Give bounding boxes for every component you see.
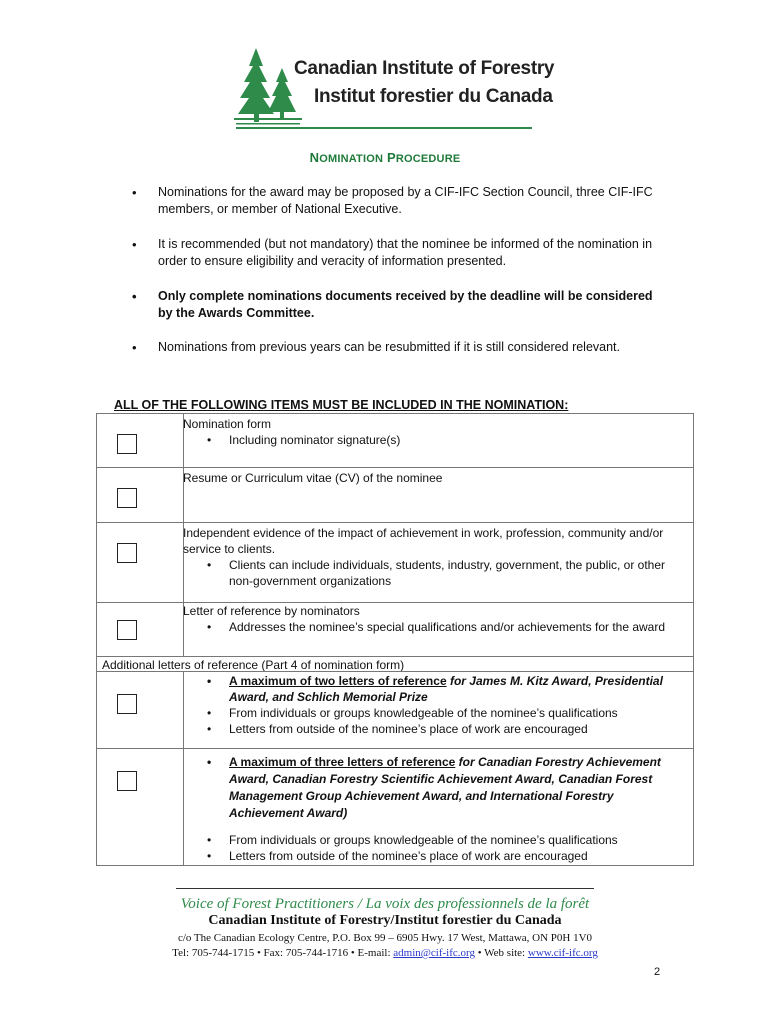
checklist-row <box>96 413 694 468</box>
row-subitem: • From individuals or groups knowledgeable of the nominee’s qualifications <box>183 705 685 721</box>
checklist-table <box>96 413 694 866</box>
row-subitem <box>183 673 685 705</box>
footer-tagline: Voice of Forest Practitioners / La voix des professionnels de la forêt <box>180 896 590 912</box>
row-text: Independent evidence of the impact of achievement in work, profession, community and/or service to clients. <box>183 526 664 556</box>
procedure-item: • Only complete nominations documents received by the deadline will be considered by the Awards Committee. <box>128 288 668 322</box>
checkbox-letter-of-reference[interactable] <box>117 620 137 640</box>
row-underlined: A maximum of two letters of reference <box>229 674 447 688</box>
cif-logo <box>234 46 555 136</box>
checklist-row <box>96 748 694 866</box>
row-subitem <box>183 754 685 822</box>
title-cap-2: P <box>386 150 396 165</box>
row-subitem: • Letters from outside of the nominee’s place of work are encouraged <box>183 721 685 737</box>
org-name-french: Institut forestier du Canada <box>314 86 553 107</box>
row-subitem: • Addresses the nominee’s special qualifications and/or achievements for the award <box>183 619 685 635</box>
title-cap-1: N <box>309 150 320 165</box>
row-content <box>183 525 685 589</box>
footer-divider <box>176 888 594 889</box>
checklist-row <box>96 522 694 603</box>
row-text: Resume or Curriculum vitae (CV) of the nominee <box>183 471 443 485</box>
footer-phone-fax: Tel: 705-744-1715 • Fax: 705-744-1716 • E-mail: <box>172 947 394 959</box>
row-award-list: for James M. Kitz Award, Presidential Award, and Schlich Memorial Prize <box>229 674 663 704</box>
row-content <box>183 673 685 737</box>
procedure-item: • Nominations for the award may be proposed by a CIF-IFC Section Council, three CIF-IFC members, or member of National Executive. <box>128 184 668 218</box>
row-content <box>183 603 685 635</box>
row-subitem: • Clients can include individuals, students, industry, government, the public, or other non-government organizations <box>183 557 685 589</box>
footer-contact <box>0 947 770 959</box>
checklist-row <box>96 602 694 657</box>
page-title <box>0 150 770 165</box>
footer-web-label: • Web site: <box>475 947 528 959</box>
page-number: 2 <box>654 966 661 978</box>
checklist-row <box>96 671 694 749</box>
row-content <box>183 416 685 448</box>
procedure-list <box>128 184 668 374</box>
additional-letters-row <box>96 656 694 672</box>
row-underlined: A maximum of three letters of reference <box>229 755 456 769</box>
items-heading: ALL OF THE FOLLOWING ITEMS MUST BE INCLUDED IN THE NOMINATION: <box>114 398 569 412</box>
footer-org-name: Canadian Institute of Forestry/Institut forestier du Canada <box>208 913 562 928</box>
website-link[interactable]: www.cif-ifc.org <box>527 947 598 959</box>
checkbox-two-letters[interactable] <box>117 694 137 714</box>
row-subitem: • Including nominator signature(s) <box>183 432 685 448</box>
row-content <box>183 470 685 486</box>
email-link[interactable]: admin@cif-ifc.org <box>393 947 475 959</box>
checkbox-resume[interactable] <box>117 488 137 508</box>
checkbox-three-letters[interactable] <box>117 771 137 791</box>
checklist-row <box>96 467 694 523</box>
row-subitem: • Letters from outside of the nominee’s place of work are encouraged <box>183 848 685 864</box>
procedure-item: • Nominations from previous years can be resubmitted if it is still considered relevant. <box>128 339 668 356</box>
row-text: Nomination form <box>183 417 272 431</box>
row-content <box>183 754 685 864</box>
checkbox-nomination-form[interactable] <box>117 434 137 454</box>
checkbox-independent-evidence[interactable] <box>117 543 137 563</box>
title-rest-2: ROCEDURE <box>395 153 461 165</box>
row-award-list: for Canadian Forestry Achievement Award, Canadian Forestry Scientific Achievement Award, Canadian Forest Management Group Achievement Award, and International Forestry Achievement Award) <box>229 755 661 820</box>
header-divider <box>236 127 532 129</box>
row-subitem: • From individuals or groups knowledgeable of the nominee’s qualifications <box>183 832 685 848</box>
procedure-item: • It is recommended (but not mandatory) that the nominee be informed of the nomination in order to ensure eligibility and veracity of information presented. <box>128 236 668 270</box>
row-text: Letter of reference by nominators <box>183 604 360 618</box>
org-name-english: Canadian Institute of Forestry <box>294 58 555 79</box>
additional-letters-label: Additional letters of reference (Part 4 of nomination form) <box>102 658 405 672</box>
title-rest-1: OMINATION <box>319 153 384 165</box>
footer-address: c/o The Canadian Ecology Centre, P.O. Box 99 – 6905 Hwy. 17 West, Mattawa, ON P0H 1V0 <box>177 932 593 944</box>
